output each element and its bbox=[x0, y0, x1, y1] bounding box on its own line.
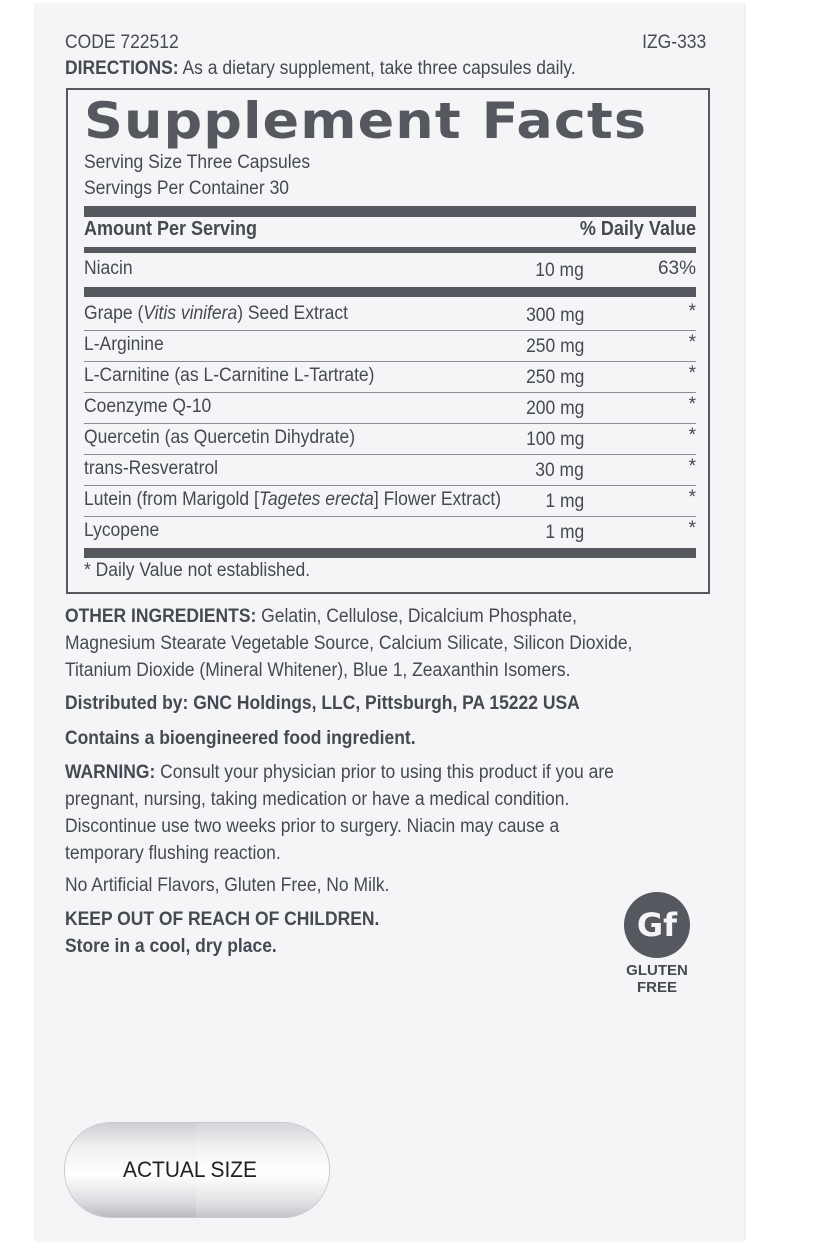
warning-label: WARNING: bbox=[65, 762, 156, 783]
code-line bbox=[65, 32, 707, 54]
bioengineered-notice: Contains a bioengineered food ingredient. bbox=[65, 728, 416, 749]
serving-size: Serving Size Three Capsules bbox=[84, 152, 311, 173]
thick-rule-2 bbox=[84, 287, 696, 297]
nutrient-name: Niacin bbox=[84, 258, 133, 279]
storage-notice: Store in a cool, dry place. bbox=[65, 936, 277, 957]
actual-size-capsule bbox=[64, 1122, 330, 1218]
free-from-statement: No Artificial Flavors, Gluten Free, No Milk. bbox=[65, 875, 390, 896]
keep-out-notice: KEEP OUT OF REACH OF CHILDREN. Store in a cool, dry place. bbox=[65, 906, 709, 960]
servings-per-container: Servings Per Container 30 bbox=[84, 178, 290, 199]
nutrient-row-niacin bbox=[84, 254, 696, 285]
table-row: Lutein (from Marigold [Tagetes erecta] Flower Extract) 1 mg * bbox=[84, 485, 696, 517]
footnote: * Daily Value not established. bbox=[84, 560, 311, 581]
table-row: trans-Resveratrol 30 mg * bbox=[84, 454, 696, 486]
gluten-free-icon: Gf bbox=[624, 892, 690, 958]
table-row: Coenzyme Q-10 200 mg * bbox=[84, 392, 696, 424]
thick-rule-3 bbox=[84, 548, 696, 558]
gluten-free-text: GLUTEN FREE bbox=[626, 962, 688, 996]
table-row: Quercetin (as Quercetin Dihydrate) 100 mg * bbox=[84, 423, 696, 455]
directions bbox=[65, 58, 576, 80]
table-row: L-Carnitine (as L-Carnitine L-Tartrate) 250 mg * bbox=[84, 361, 696, 393]
amount-per-serving-label: Amount Per Serving bbox=[84, 218, 258, 240]
other-ingredients-label: OTHER INGREDIENTS: bbox=[65, 606, 257, 627]
distributed-by: Distributed by: GNC Holdings, LLC, Pittsburgh, PA 15222 USA bbox=[65, 693, 580, 714]
thick-rule bbox=[84, 206, 696, 217]
daily-value-label: % Daily Value bbox=[579, 218, 696, 240]
other-ingredients: OTHER INGREDIENTS: Gelatin, Cellulose, Dicalcium Phosphate, Magnesium Stearate Vegetable Source, Calcium Silicate, Silicon Dioxide, Titanium Dioxide (Mineral Whitener), Blue 1, Zeaxanthin Isomers. bbox=[65, 606, 633, 681]
warning: WARNING: Consult your physician prior to using this product if you are pregnant, nursing, taking medication or have a medical condition. Discontinue use two weeks prior to surgery. Niacin may cause a temporary flushing reaction. bbox=[65, 762, 614, 864]
product-code: CODE 722512 bbox=[65, 32, 179, 53]
medium-rule bbox=[84, 247, 696, 253]
capsule-label: ACTUAL SIZE bbox=[123, 1157, 257, 1182]
table-row: L-Arginine 250 mg * bbox=[84, 330, 696, 362]
table-row: Grape (Vitis vinifera) Seed Extract 300 mg * bbox=[84, 299, 696, 331]
facts-title: Supplement Facts bbox=[84, 92, 648, 150]
nutrient-dv: 63% bbox=[657, 258, 696, 279]
supplement-facts-panel bbox=[66, 88, 710, 594]
nutrient-amount: 10 mg bbox=[535, 260, 584, 281]
table-row: Lycopene 1 mg * bbox=[84, 518, 696, 543]
directions-text: As a dietary supplement, take three capsules daily. bbox=[178, 58, 576, 79]
facts-header-row bbox=[84, 218, 696, 241]
directions-label: DIRECTIONS: bbox=[65, 58, 179, 79]
lot-code: IZG-333 bbox=[642, 32, 707, 53]
